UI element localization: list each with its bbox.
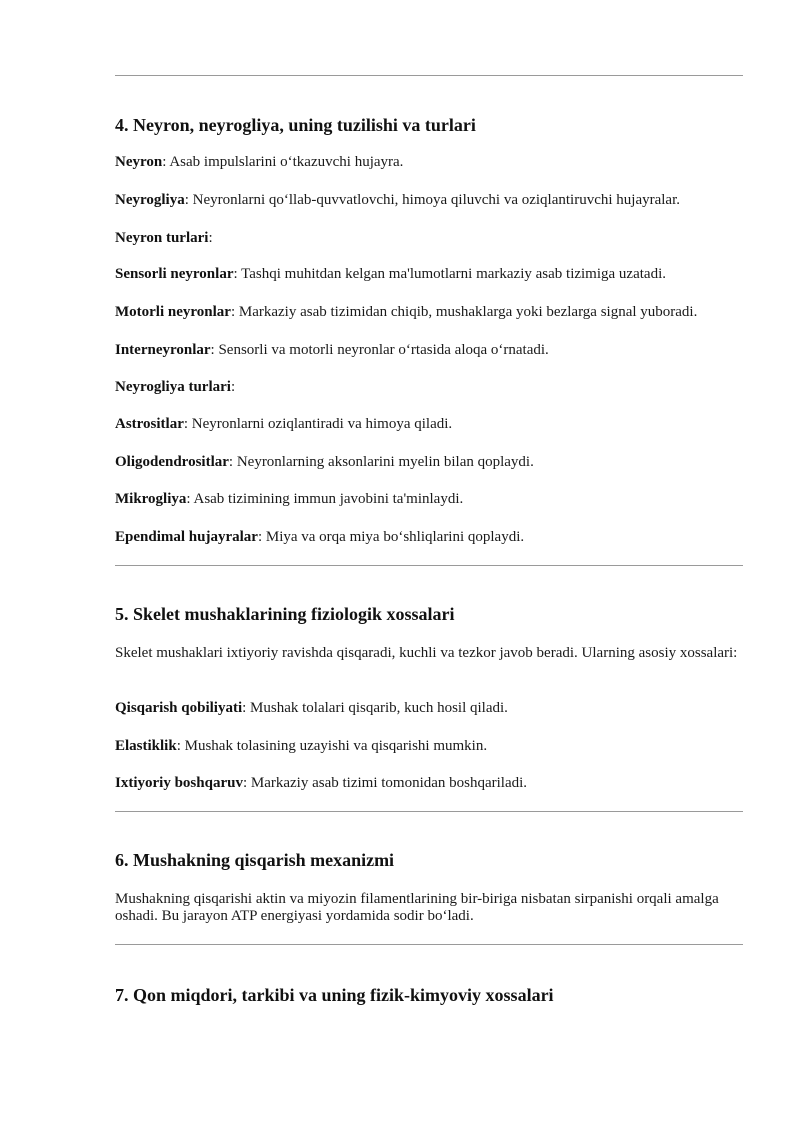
definition-item [115,192,743,209]
definition-text: : Asab tizimining immun javobini ta'minlaydi. [186,491,464,507]
definition-text: : Mushak tolalari qisqarib, kuch hosil qiladi. [242,700,508,716]
definition-item [115,416,743,433]
definition-text: : Mushak tolasining uzayishi va qisqarishi mumkin. [176,738,488,754]
section-heading: 6. Mushakning qisqarish mexanizmi [115,850,395,870]
section-intro: Skelet mushaklari ixtiyoriy ravishda qisqaradi, kuchli va tezkor javob beradi. Ularning asosiy xossalari: [115,645,738,661]
divider [115,75,743,76]
definition-item [115,342,743,359]
term: Elastiklik [115,738,177,754]
term: Ixtiyoriy boshqaruv [115,775,243,791]
term: Neyrogliya turlari [115,379,231,395]
term: Neyron turlari [115,230,209,246]
divider [115,565,743,566]
definition-item [115,154,743,171]
definition-item [115,775,743,792]
term: Qisqarish qobiliyati [115,700,243,716]
section-heading: 5. Skelet mushaklarining fiziologik xossalari [115,604,455,624]
definition-item [115,230,743,247]
definition-text: : Neyronlarni qo‘llab-quvvatlovchi, himoya qiluvchi va oziqlantiruvchi hujayralar. [184,192,680,208]
definition-text: : Neyronlarni oziqlantiradi va himoya qiladi. [183,416,453,432]
definition-text: : Asab impulslarini o‘tkazuvchi hujayra. [162,154,404,170]
definition-item [115,738,743,755]
term: Sensorli neyronlar [115,266,234,282]
definition-text: : Markaziy asab tizimi tomonidan boshqariladi. [242,775,528,791]
term: Neyrogliya [115,192,185,208]
divider [115,944,743,945]
term: Motorli neyronlar [115,304,231,320]
definition-text: : Neyronlarning aksonlarini myelin bilan qoplaydi. [228,454,534,470]
definition-text: : [208,230,213,246]
definition-item [115,304,743,321]
definition-text: : Miya va orqa miya bo‘shliqlarini qoplaydi. [257,529,525,545]
section-heading: 4. Neyron, neyrogliya, uning tuzilishi va turlari [115,115,476,135]
term: Neyron [115,154,163,170]
term: Astrositlar [115,416,184,432]
term: Ependimal hujayralar [115,529,258,545]
term: Interneyronlar [115,342,211,358]
term: Oligodendrositlar [115,454,229,470]
divider [115,811,743,812]
definition-item [115,454,743,471]
definition-item [115,529,743,546]
definition-item [115,700,743,717]
definition-text: : Sensorli va motorli neyronlar o‘rtasida aloqa o‘rnatadi. [210,342,549,358]
section-intro: Mushakning qisqarishi aktin va miyozin filamentlarining bir-biriga nisbatan sirpanishi orqali amalga oshadi. Bu jarayon ATP energiyasi yordamida sodir bo‘ladi. [115,891,719,924]
section-heading: 7. Qon miqdori, tarkibi va uning fizik-kimyoviy xossalari [115,985,554,1005]
definition-text: : Markaziy asab tizimidan chiqib, mushaklarga yoki bezlarga signal yuboradi. [230,304,698,320]
definition-text: : Tashqi muhitdan kelgan ma'lumotlarni markaziy asab tizimiga uzatadi. [233,266,666,282]
definition-item [115,491,743,508]
definition-text: : [230,379,236,395]
definition-item [115,379,743,396]
definition-item [115,266,743,283]
term: Mikrogliya [115,491,187,507]
